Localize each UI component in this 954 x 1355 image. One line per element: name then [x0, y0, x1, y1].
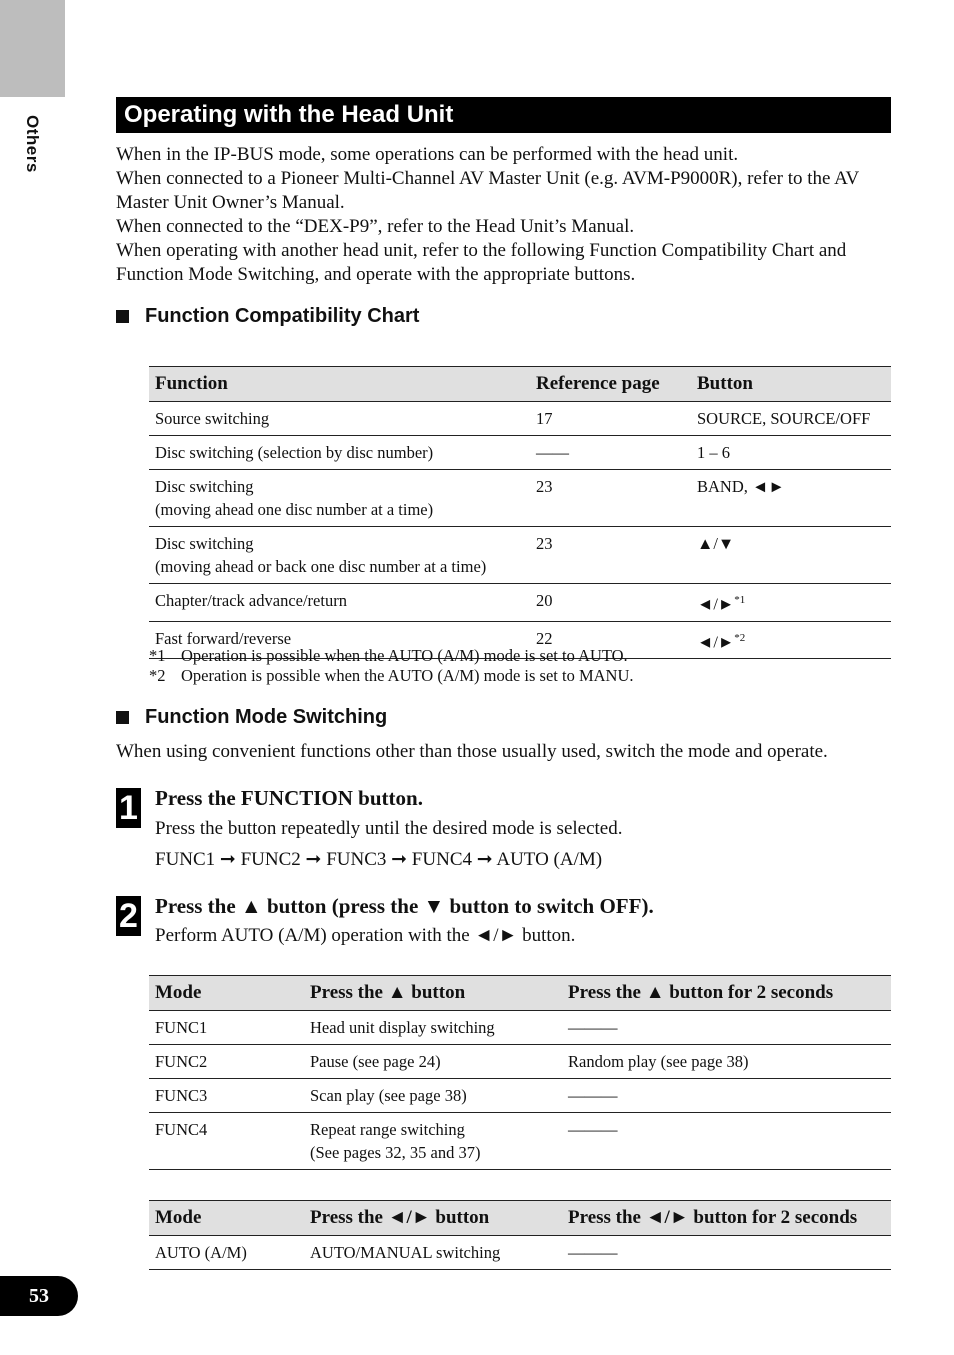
column-header: Press the ▲ button: [304, 976, 562, 1011]
intro-line: When operating with another head unit, refer to the following Function Compatibility Chart and Function Mode Switching, and operate with the appropriate buttons.: [116, 240, 847, 285]
table-row: [149, 470, 891, 527]
section-side-label: Others: [23, 115, 42, 173]
function-cell: Disc switching (moving ahead one disc number at a time): [149, 470, 530, 527]
column-header: Press the ◄/► button: [304, 1201, 562, 1236]
hold-cell: Random play (see page 38): [562, 1045, 891, 1079]
function-cell: Fast forward/reverse: [149, 621, 530, 659]
step-text: FUNC1 ➞ FUNC2 ➞ FUNC3 ➞ FUNC4 ➞ AUTO (A/M): [155, 849, 603, 870]
table-header-row: [149, 1201, 891, 1236]
button-cell: 1 – 6: [691, 436, 891, 470]
column-header: Mode: [149, 976, 304, 1011]
auto-mode-table: [149, 1200, 891, 1270]
function-cell: Chapter/track advance/return: [149, 584, 530, 622]
table-row: [149, 1113, 891, 1170]
step-title: Press the FUNCTION button.: [155, 786, 423, 810]
press-cell: Pause (see page 24): [304, 1045, 562, 1079]
column-header: Function: [149, 367, 530, 402]
footnotes: [149, 646, 634, 686]
table-row: [149, 402, 891, 436]
mode-switching-text: When using convenient functions other than those usually used, switch the mode and operate.: [116, 741, 828, 762]
function-cell: Source switching: [149, 402, 530, 436]
intro-line: When in the IP-BUS mode, some operations can be performed with the head unit.: [116, 144, 739, 165]
step-title: Press the ▲ button (press the ▼ button to switch OFF).: [155, 894, 654, 918]
button-cell: SOURCE, SOURCE/OFF: [691, 402, 891, 436]
compat-heading-text: Function Compatibility Chart: [145, 305, 420, 327]
table-row: [149, 1045, 891, 1079]
button-cell: BAND, ◄►: [691, 470, 891, 527]
table-row: [149, 527, 891, 584]
footnote: *2 Operation is possible when the AUTO (A/M) mode is set to MANU.: [149, 666, 634, 685]
button-cell: ◄/►$^{*2}$: [691, 621, 891, 659]
page-cell: 20: [530, 584, 691, 622]
function-cell: Disc switching (moving ahead or back one disc number at a time): [149, 527, 530, 584]
column-header: Press the ▲ button for 2 seconds: [562, 976, 891, 1011]
page-number: 53: [0, 1276, 78, 1316]
table-header-row: [149, 976, 891, 1011]
hold-cell: ———: [562, 1236, 891, 1270]
footnote-marker: *2: [734, 631, 746, 644]
page-cell: ——: [530, 436, 691, 470]
mode-switching-heading-text: Function Mode Switching: [145, 706, 388, 728]
mode-cell: AUTO (A/M): [149, 1236, 304, 1270]
compat-heading: [116, 305, 419, 328]
mode-cell: FUNC2: [149, 1045, 304, 1079]
press-cell: Repeat range switching (See pages 32, 35 and 37): [304, 1113, 562, 1170]
table-row: [149, 1011, 891, 1045]
step-number: 1: [116, 788, 141, 828]
page-cell: 23: [530, 527, 691, 584]
hold-cell: ———: [562, 1113, 891, 1170]
column-header: Reference page: [530, 367, 691, 402]
hold-cell: ———: [562, 1011, 891, 1045]
step-number: 2: [116, 896, 141, 936]
button-cell: ▲/▼: [691, 527, 891, 584]
mode-cell: FUNC1: [149, 1011, 304, 1045]
button-cell: ◄/►$^{*1}$: [691, 584, 891, 622]
intro-line: When connected to the “DEX-P9”, refer to the Head Unit’s Manual.: [116, 216, 635, 237]
column-header: Mode: [149, 1201, 304, 1236]
footnote-marker: *1: [734, 594, 746, 606]
compat-table: [149, 366, 891, 659]
square-bullet-icon: [116, 711, 129, 724]
table-row: [149, 584, 891, 622]
mode-cell: FUNC3: [149, 1079, 304, 1113]
press-cell: Scan play (see page 38): [304, 1079, 562, 1113]
step-text: Perform AUTO (A/M) operation with the ◄/► button.: [155, 925, 576, 946]
press-cell: AUTO/MANUAL switching: [304, 1236, 562, 1270]
function-cell: Disc switching (selection by disc number): [149, 436, 530, 470]
table-row: [149, 436, 891, 470]
table-row: [149, 1236, 891, 1270]
column-header: Press the ◄/► button for 2 seconds: [562, 1201, 891, 1236]
table-row: [149, 1079, 891, 1113]
hold-cell: ———: [562, 1079, 891, 1113]
mode-cell: FUNC4: [149, 1113, 304, 1170]
function-mode-table: [149, 975, 891, 1170]
column-header: Button: [691, 367, 891, 402]
page-cell: 17: [530, 402, 691, 436]
page-title: Operating with the Head Unit: [116, 97, 891, 133]
footnote: *1 Operation is possible when the AUTO (A/M) mode is set to AUTO.: [149, 646, 628, 665]
step-text: Press the button repeatedly until the desired mode is selected.: [155, 818, 623, 839]
side-tab: [0, 0, 65, 97]
intro-text: [116, 143, 891, 287]
press-cell: Head unit display switching: [304, 1011, 562, 1045]
page-cell: 23: [530, 470, 691, 527]
page-cell: 22: [530, 621, 691, 659]
table-header-row: [149, 367, 891, 402]
intro-line: When connected to a Pioneer Multi-Channel AV Master Unit (e.g. AVM-P9000R), refer to the AV Master Unit Owner’s Manual.: [116, 168, 859, 213]
mode-switching-heading: [116, 706, 387, 729]
square-bullet-icon: [116, 310, 129, 323]
